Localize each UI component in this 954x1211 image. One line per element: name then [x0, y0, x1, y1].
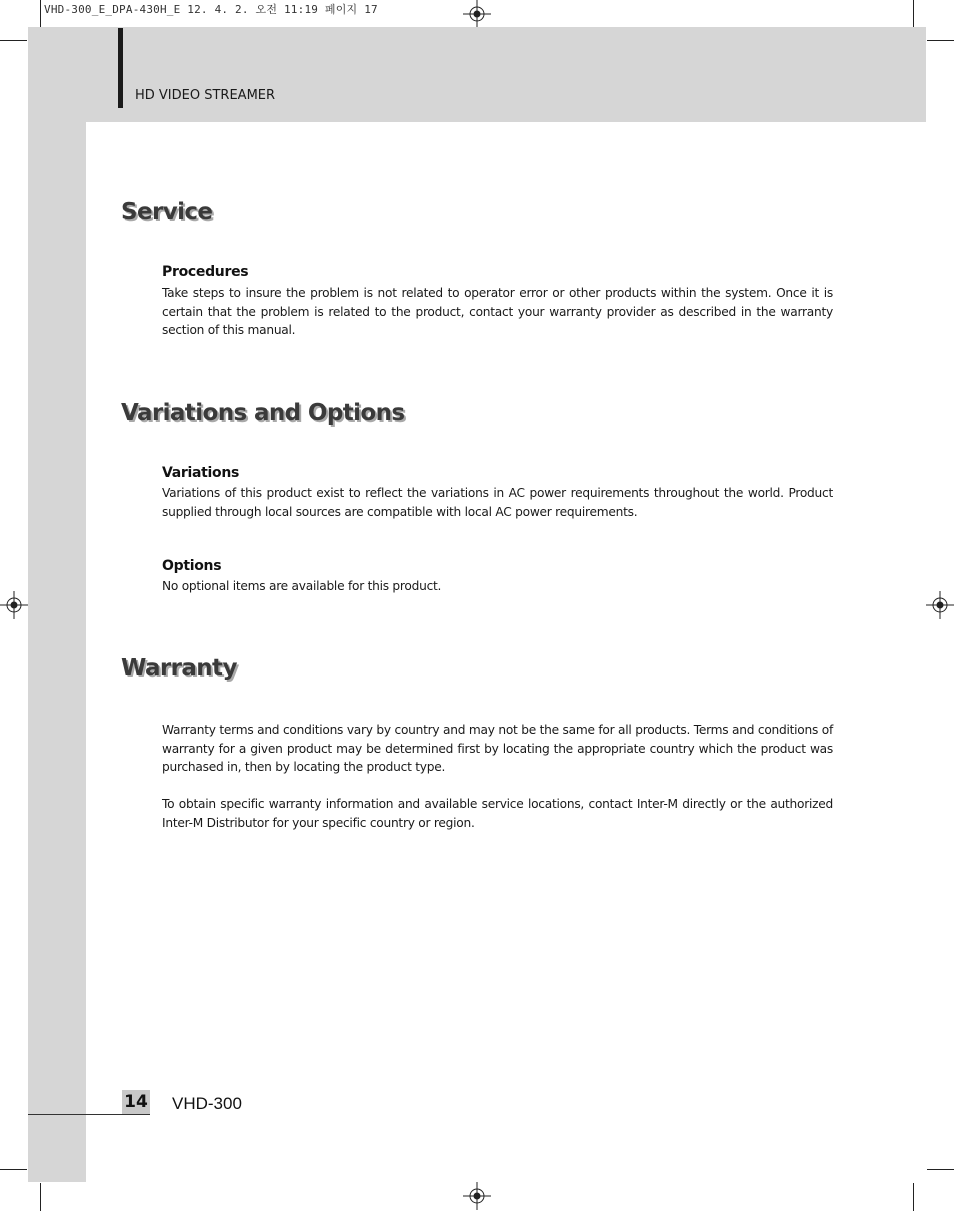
section-heading-variations-options: Variations and Options — [121, 400, 405, 426]
print-slug: VHD-300_E_DPA-430H_E 12. 4. 2. 오전 11:19 페이지 17 — [44, 3, 378, 16]
header-title: HD VIDEO STREAMER — [135, 88, 276, 103]
warranty-paragraph-2: To obtain specific warranty information and available service locations, contact Inter-M directly or the authorized Inter-M Distributor for your specific country or region. — [162, 797, 833, 830]
registration-mark-left-icon — [0, 591, 28, 619]
left-margin-band — [28, 27, 86, 1182]
section-heading-service: Service — [121, 199, 213, 225]
subheading-procedures: Procedures — [162, 264, 249, 280]
content-panel — [86, 122, 926, 1182]
header-band — [28, 27, 926, 122]
variations-text: Variations of this product exist to reflect the variations in AC power requirements throughout the world. Product supplied through local sources are compatible with local AC power requirements. — [162, 486, 833, 519]
subheading-options: Options — [162, 558, 222, 574]
page-number: 14 — [122, 1090, 150, 1114]
header-accent-bar — [118, 28, 123, 108]
crop-mark — [0, 1169, 27, 1170]
footer-rule — [28, 1114, 150, 1115]
registration-mark-right-icon — [926, 591, 954, 619]
footer-model: VHD-300 — [172, 1094, 242, 1113]
options-text: No optional items are available for this product. — [162, 579, 442, 593]
section-heading-warranty: Warranty — [121, 655, 237, 681]
crop-mark — [913, 1183, 914, 1211]
warranty-paragraph-1: Warranty terms and conditions vary by country and may not be the same for all products. Terms and conditions of warranty for a given product may be determined first by locating the appropriate country which the product was purchased in, then by locating the product type. — [162, 723, 833, 774]
subheading-variations: Variations — [162, 465, 240, 481]
registration-mark-bottom-icon — [463, 1182, 491, 1210]
procedures-text: Take steps to insure the problem is not related to operator error or other products within the system. Once it is certain that the problem is related to the product, contact your warranty provider as described in the warranty section of this manual. — [162, 286, 833, 337]
crop-mark — [927, 1169, 954, 1170]
crop-mark — [927, 40, 954, 41]
crop-mark — [0, 40, 27, 41]
crop-mark — [913, 0, 914, 27]
registration-mark-top-icon — [463, 0, 491, 28]
crop-mark — [40, 1183, 41, 1211]
crop-mark — [40, 0, 41, 27]
